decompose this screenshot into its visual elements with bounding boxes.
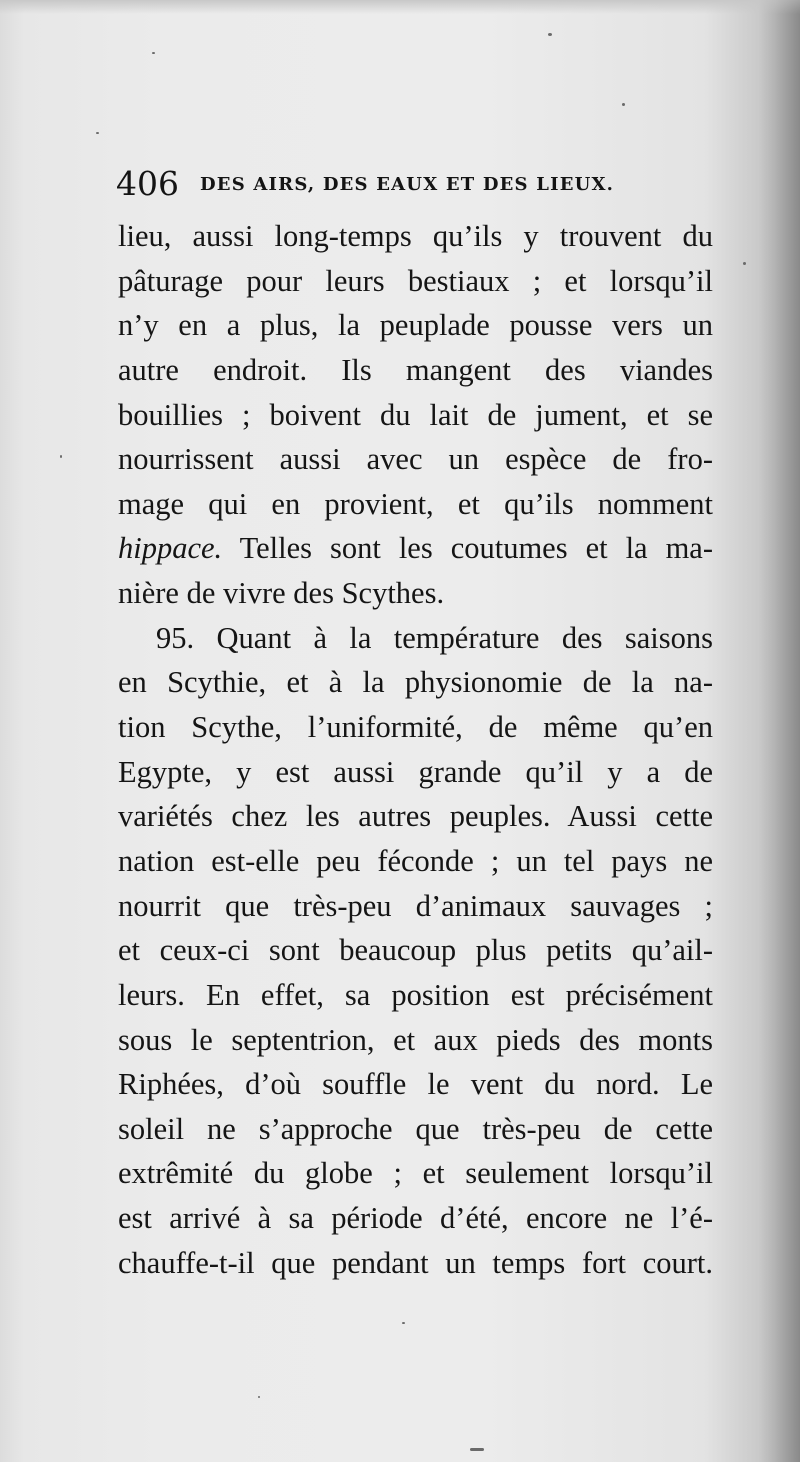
body-text — [118, 214, 713, 1285]
text-line: nation est-elle peu féconde ; un tel pays ne — [118, 843, 713, 878]
text-line: extrêmité du globe ; et seulement lorsqu’il — [118, 1156, 713, 1191]
text-line: variétés chez les autres peuples. Aussi cette — [118, 799, 713, 834]
page-top-shadow — [0, 0, 800, 14]
paper-speck — [470, 1448, 484, 1451]
paper-speck — [402, 1322, 405, 1324]
text-line: pâturage pour leurs bestiaux ; et lorsqu’il — [118, 263, 713, 298]
paper-speck — [152, 52, 155, 54]
text-line: n’y en a plus, la peuplade pousse vers un — [118, 308, 713, 343]
page-number: 406 — [116, 164, 179, 203]
text-line-italic — [118, 526, 713, 571]
paper-speck — [743, 262, 746, 265]
text-line: mage qui en provient, et qu’ils nomment — [118, 486, 713, 521]
text-line: autre endroit. Ils mangent des viandes — [118, 352, 713, 387]
text-line: sous le septentrion, et aux pieds des monts — [118, 1022, 713, 1057]
text-line: leurs. En effet, sa position est précisément — [118, 977, 713, 1012]
italic-term: hippace. — [118, 531, 223, 566]
text-line: tion Scythe, l’uniformité, de même qu’en — [118, 710, 713, 745]
page-header — [116, 164, 676, 204]
text-line: nourrissent aussi avec un espèce de fro- — [118, 442, 713, 477]
paragraph-end-line: nière de vivre des Scythes. — [118, 576, 445, 611]
paper-speck — [96, 132, 99, 134]
paper-speck — [548, 33, 552, 36]
text-line: chauffe-t-il que pendant un temps fort court. — [118, 1245, 713, 1280]
text-line: en Scythie, et à la physionomie de la na- — [118, 665, 713, 700]
text-line: bouillies ; boivent du lait de jument, et se — [118, 397, 713, 432]
page-gutter-shadow — [758, 0, 800, 1462]
paper-speck — [622, 103, 625, 106]
text-line: Egypte, y est aussi grande qu’il y a de — [118, 754, 713, 789]
paper-speck — [258, 1396, 260, 1398]
section-start-line: 95. Quant à la température des saisons — [156, 620, 713, 655]
text-line: lieu, aussi long-temps qu’ils y trouvent du — [118, 219, 713, 253]
paper-speck — [60, 455, 62, 458]
text-line-rest: Telles sont les coutumes et la ma- — [239, 531, 713, 566]
text-line: et ceux-ci sont beaucoup plus petits qu’ail- — [118, 933, 713, 968]
text-line: Riphées, d’où souffle le vent du nord. Le — [118, 1067, 713, 1102]
text-line: soleil ne s’approche que très-peu de cette — [118, 1111, 713, 1146]
text-line: nourrit que très-peu d’animaux sauvages ; — [118, 888, 713, 923]
running-head: DES AIRS, DES EAUX ET DES LIEUX. — [200, 174, 615, 195]
text-line: est arrivé à sa période d’été, encore ne l’é- — [118, 1201, 713, 1236]
